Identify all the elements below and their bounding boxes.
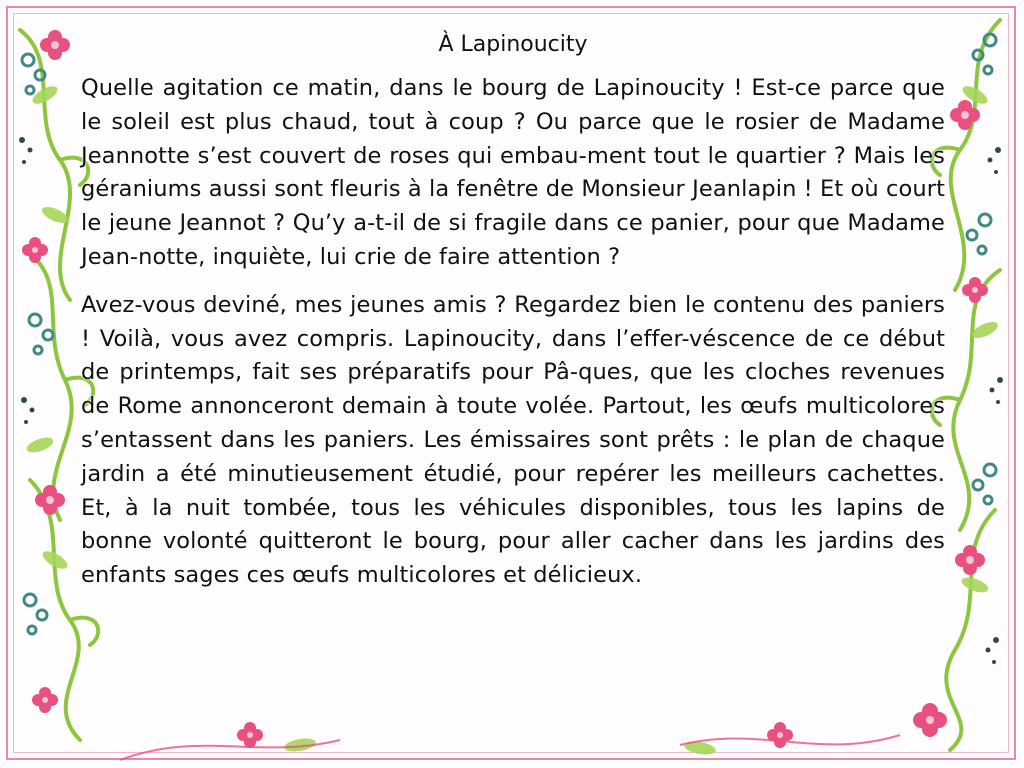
document-body [81,30,945,607]
paragraph-2: Avez-vous deviné, mes jeunes amis ? Regardez bien le contenu des paniers ! Voilà, vous avez compris. Lapinoucity, dans l’effer-véscence de ce début de printemps, fait ses préparatifs pour Pâ-ques, que les cloches revenues de Rome annonceront demain à toute volée. Partout, les œufs multicolores s’entassent dans les paniers. Les émissaires sont prêts : le plan de chaque jardin a été minutieusement étudié, pour repérer les meilleurs cachettes. Et, à la nuit tombée, tous les véhicules disponibles, tous les lapins de bonne volonté quitteront le bourg, pour aller cacher dans les jardins des enfants sages ces œufs multicolores et délicieux. [81,291,945,589]
paragraph-1: Quelle agitation ce matin, dans le bourg de Lapinoucity ! Est-ce parce que le soleil est plus chaud, tout à coup ? Ou parce que le rosier de Madame Jeannotte s’est couvert de roses qui embau-ment tout le quartier ? Mais les géraniums aussi sont fleuris à la fenêtre de Monsieur Jeanlapin ! Et où court le jeune Jeannot ? Qu’y a-t-il de si fragile dans ce panier, pour que Madame Jean-notte, inquiète, lui crie de faire attention ? [81,75,945,270]
page-title: À Lapinoucity [438,32,588,57]
